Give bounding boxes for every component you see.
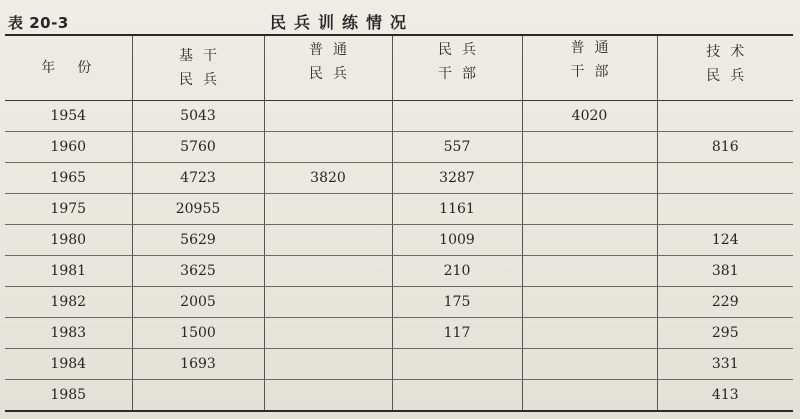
cell-militia-cadre: 3287 xyxy=(392,163,522,194)
cell-ordinary-cadre xyxy=(522,194,657,225)
cell-militia-cadre: 210 xyxy=(392,256,522,287)
cell-technical-militia xyxy=(657,101,793,132)
cell-year: 1980 xyxy=(5,225,132,256)
header-backbone-militia: 基干 民兵 xyxy=(132,35,264,101)
cell-ordinary-militia xyxy=(264,101,392,132)
cell-technical-militia: 413 xyxy=(657,380,793,412)
table-row xyxy=(5,380,793,412)
cell-militia-cadre xyxy=(392,101,522,132)
header-ordinary-cadre: 普通 干部 xyxy=(522,35,657,101)
cell-ordinary-cadre xyxy=(522,318,657,349)
cell-ordinary-cadre: 4020 xyxy=(522,101,657,132)
header-ordinary-militia: 普通 民兵 xyxy=(264,35,392,101)
table-header-row xyxy=(5,35,793,101)
cell-ordinary-cadre xyxy=(522,132,657,163)
cell-militia-cadre xyxy=(392,349,522,380)
table-row xyxy=(5,287,793,318)
header-militia-cadre: 民兵 干部 xyxy=(392,35,522,101)
cell-backbone-militia: 20955 xyxy=(132,194,264,225)
cell-militia-cadre: 1161 xyxy=(392,194,522,225)
table-row xyxy=(5,318,793,349)
cell-ordinary-cadre xyxy=(522,163,657,194)
header-year: 年 份 xyxy=(41,60,96,76)
cell-backbone-militia: 2005 xyxy=(132,287,264,318)
cell-year: 1965 xyxy=(5,163,132,194)
cell-year: 1984 xyxy=(5,349,132,380)
cell-militia-cadre: 175 xyxy=(392,287,522,318)
table-row xyxy=(5,163,793,194)
cell-ordinary-militia xyxy=(264,318,392,349)
cell-technical-militia: 381 xyxy=(657,256,793,287)
cell-technical-militia xyxy=(657,163,793,194)
cell-ordinary-militia xyxy=(264,256,392,287)
cell-ordinary-militia xyxy=(264,194,392,225)
cell-year: 1975 xyxy=(5,194,132,225)
cell-technical-militia xyxy=(657,194,793,225)
cell-ordinary-militia xyxy=(264,349,392,380)
cell-technical-militia: 331 xyxy=(657,349,793,380)
cell-year: 1981 xyxy=(5,256,132,287)
cell-militia-cadre: 117 xyxy=(392,318,522,349)
cell-backbone-militia: 5629 xyxy=(132,225,264,256)
table-row xyxy=(5,194,793,225)
cell-backbone-militia: 1693 xyxy=(132,349,264,380)
cell-ordinary-cadre xyxy=(522,380,657,412)
table-row xyxy=(5,256,793,287)
cell-backbone-militia: 4723 xyxy=(132,163,264,194)
cell-backbone-militia: 5043 xyxy=(132,101,264,132)
cell-technical-militia: 295 xyxy=(657,318,793,349)
cell-ordinary-militia xyxy=(264,287,392,318)
cell-year: 1982 xyxy=(5,287,132,318)
cell-ordinary-militia xyxy=(264,380,392,412)
militia-training-table xyxy=(5,34,793,412)
table-number: 表 20-3 xyxy=(8,14,69,32)
table-row xyxy=(5,132,793,163)
cell-ordinary-cadre xyxy=(522,256,657,287)
cell-ordinary-militia: 3820 xyxy=(264,163,392,194)
cell-ordinary-cadre xyxy=(522,225,657,256)
cell-militia-cadre: 557 xyxy=(392,132,522,163)
cell-ordinary-cadre xyxy=(522,349,657,380)
cell-year: 1985 xyxy=(5,380,132,412)
cell-backbone-militia xyxy=(132,380,264,412)
cell-technical-militia: 229 xyxy=(657,287,793,318)
cell-ordinary-militia xyxy=(264,132,392,163)
table-row xyxy=(5,225,793,256)
cell-year: 1960 xyxy=(5,132,132,163)
table-row xyxy=(5,349,793,380)
table-row xyxy=(5,101,793,132)
cell-backbone-militia: 5760 xyxy=(132,132,264,163)
cell-technical-militia: 124 xyxy=(657,225,793,256)
cell-militia-cadre: 1009 xyxy=(392,225,522,256)
cell-ordinary-cadre xyxy=(522,287,657,318)
cell-year: 1954 xyxy=(5,101,132,132)
header-technical-militia: 技术 民兵 xyxy=(657,35,793,101)
cell-ordinary-militia xyxy=(264,225,392,256)
cell-backbone-militia: 1500 xyxy=(132,318,264,349)
cell-militia-cadre xyxy=(392,380,522,412)
cell-technical-militia: 816 xyxy=(657,132,793,163)
cell-backbone-militia: 3625 xyxy=(132,256,264,287)
table-title: 民兵训练情况 xyxy=(270,13,415,32)
cell-year: 1983 xyxy=(5,318,132,349)
